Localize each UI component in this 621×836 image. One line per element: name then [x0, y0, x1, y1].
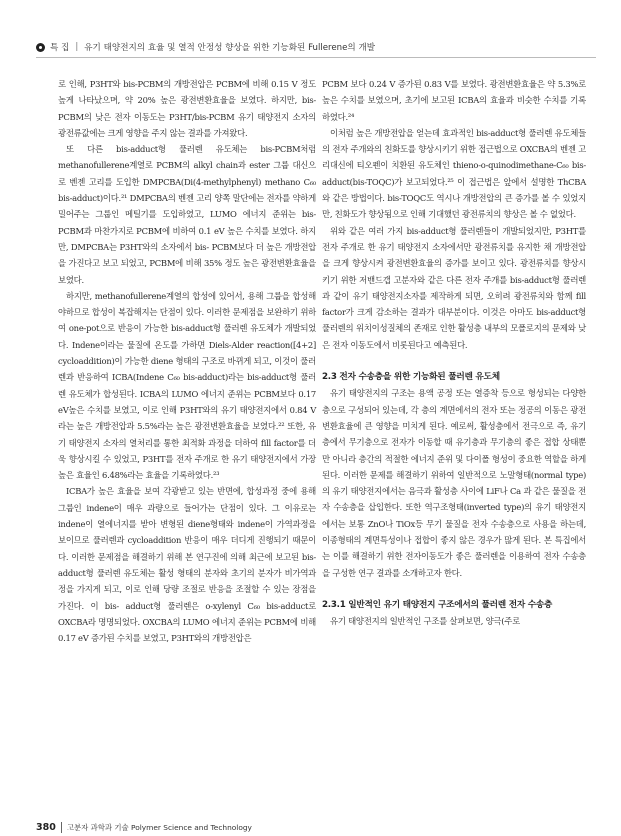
section-bullet-icon [36, 43, 45, 52]
footer-divider [61, 822, 62, 833]
paragraph: 또 다른 bis-adduct형 풀러렌 유도체는 bis-PCBM처럼 methanofullerene계열로 PCBM의 alkyl chain과 ester 그룹 대신으로 벤젠 고리를 도입한 DMPCBA(Di(4-methylphenyl) methano C₆₀ bis-adduct)이다.²¹ DMPCBA의 벤젠 고리 양쪽 말단에는 전자를 약하게 밀어주는 그룹인 메틸기를 도입하였고, LUMO 에너지 준위는 bis- PCBM과 마찬가지로 PCBM에 비하여 0.1 eV 높은 수치를 보였다. 하지만, DMPCBA는 P3HT와의 소자에서 bis- PCBM보다 더 높은 개방전압을 가진다고 보고 되었고, PCBM에 비해 35% 정도 높은 광전변환효율을 보였다. [58, 144, 316, 285]
journal-name: 고분자 과학과 기술 Polymer Science and Technology [66, 822, 252, 832]
page-number: 380 [36, 821, 56, 833]
spacer [322, 353, 586, 369]
page-footer [36, 818, 596, 836]
header-separator: | [75, 42, 79, 52]
paragraph: 유기 태양전지의 구조는 용액 공정 또는 열증착 등으로 형성되는 다양한 층으로 구성되어 있는데, 각 층의 계면에서의 전자 또는 정공의 이동은 광전변환효율에 큰 영향을 미치게 된다. 예로써, 활성층에서 전극으로 즉, 유기층에서 무기층으로 전자가 이동할 때 유기층과 무기층의 좋은 접합 상태뿐만 아니라 층간의 적절한 에너지 준위 및 다이폴 형성이 중요한 역할을 하게 된다. 이러한 문제를 해결하기 위하여 일반적으로 노말형태(normal type)의 유기 태양전지에서는 음극과 활성층 사이에 LiF나 Ca 과 같은 물질을 전자 수송층을 삽입한다. 또한 역구조형태(inverted type)의 유기 태양전지에서는 보통 ZnO나 TiOx등 무기 물질을 전자 수송층으로 사용을 하는데, 이종형태의 계면특성이나 접합이 좋지 않은 경우가 많게 된다. 본 특집에서는 이를 해결하기 위한 전자이동도가 좋은 풀러렌을 이용하여 전자 수송층을 구성한 연구 결과를 소개하고자 한다. [322, 388, 586, 578]
header-divider [36, 57, 596, 58]
right-column [322, 76, 586, 630]
running-header [36, 38, 596, 56]
paragraph: ICBA가 높은 효율을 보여 각광받고 있는 반면에, 합성과정 중에 용해 그룹인 indene이 매우 과량으로 들어가는 단점이 있다. 그 이유로는 indene이 열에너지를 받아 변형된 diene형태와 indene이 가역과정을 보이므로 풀러렌과 cycloaddition 반응이 매우 더디게 진행되기 때문이다. 이러한 문제점을 해결하기 위해 본 연구진에 의해 최근에 보고된 bis-adduct형 풀러렌 유도체는 활성 형태의 분자와 초기의 분자가 비가역과정을 가지게 되고, 이로 인해 당량 조절로 반응을 조절할 수 있는 장점을 가진다. 이 bis- adduct형 풀러렌은 o-xylenyl C₆₀ bis-adduct로 OXCBA라 명명되었다. OXCBA의 LUMO 에너지 준위는 PCBM에 비해 0.17 eV 증가된 수치를 보였고, P3HT와의 개방전압은 [58, 486, 316, 644]
paragraph: 유기 태양전지의 일반적인 구조를 살펴보면, 양극(주로 [330, 616, 520, 627]
paragraph: 로 인해, P3HT와 bis-PCBM의 개방전압은 PCBM에 비해 0.15 V 정도 높게 나타났으며, 약 20% 높은 광전변환효율을 보였다. 하지만, bis-PCBM의 낮은 전자 이동도는 P3HT/bis-PCBM 유기 태양전지 소자의 광전류값에는 크게 영향을 주지 않는 결과를 가져왔다. [58, 79, 316, 138]
section-heading: 2.3 전자 수송층을 위한 기능화된 풀러렌 유도체 [322, 372, 500, 383]
paragraph: 하지만, methanofullerene계열의 합성에 있어서, 용해 그룹을 합성해야하므로 합성이 복잡해지는 단점이 있다. 이러한 문제점을 보완하기 위하여 one-pot으로 반응이 가능한 bis-adduct형 풀러렌 유도체가 개발되었다. Indene이라는 물질에 온도를 가하면 Diels-Alder reaction([4+2] cycloaddition)이 가능한 diene 형태의 구조로 바뀌게 되고, 이것이 풀러렌과 반응하여 ICBA(Indene C₆₀ bis-adduct)라는 bis-adduct형 풀러렌 유도체가 합성된다. ICBA의 LUMO 에너지 준위는 PCBM보다 0.17 eV높은 수치를 보였고, 이로 인해 P3HT와의 유기 태양전지에서 0.84 V 라는 높은 개방전압과 5.5%라는 높은 광전변환효율을 보였다.²² 또한, 유기 태양전지 소자의 열처리를 통한 최적화 과정을 더하여 fill factor를 더욱 향상시킬 수 있었고, P3HT를 전자 주개로 한 유기 태양전지에서 가장 높은 효율인 6.48%라는 효율을 기록하였다.²³ [58, 290, 316, 481]
header-title: 유기 태양전지의 효율 및 열적 안정성 향상을 위한 기능화된 Fullerene의 개발 [84, 43, 376, 53]
paragraph: PCBM 보다 0.24 V 증가된 0.83 V를 보였다. 광전변환효율은 약 5.3%로 높은 수치를 보였으며, 초기에 보고된 ICBA의 효율과 비슷한 수치를 기록하였다.²⁴ [322, 79, 586, 122]
left-column [58, 76, 316, 646]
paragraph: 이처럼 높은 개방전압을 얻는데 효과적인 bis-adduct형 풀러렌 유도체들의 전자 주개와의 친화도를 향상시키기 위한 접근법으로 OXCBA의 벤젠 고리대신에 티오펜이 치환된 유도체인 thieno-o-quinodimethane-C₆₀ bis-adduct(bis-TOQC)가 보고되었다.²⁵ 이 접근법은 앞에서 설명한 ThCBA와 같은 방법이다. bis-TOQC도 역시나 개방전압의 큰 증가를 볼 수 있었지만, 친화도가 향상됨으로 인해 기대했던 광전류치의 향상은 볼 수 없었다. [322, 127, 586, 220]
header-label: 특 집 [50, 43, 70, 53]
spacer [322, 581, 586, 597]
paragraph: 위와 같은 여러 가지 bis-adduct형 풀러렌들이 개발되었지만, P3HT를 전자 주개로 한 유기 태양전지 소자에서만 광전류치를 유지한 채 개방전압을 크게 향상시켜 광전변환효율의 증가를 보이고 있다. 광전류치를 향상시키기 위한 저밴드갭 고분자와 같은 다른 전자 주개를 bis-adduct형 풀러렌과 같이 유기 태양전지소자를 제작하게 되면, 오히려 광전류치와 함께 fill factor가 크게 감소하는 결과가 대부분이다. 이것은 아마도 bis-adduct형 풀러렌의 위치이성질체의 존재로 인한 활성층 내부의 모폴로지의 문제와 낮은 전자 이동도에서 비롯된다고 예측된다. [322, 225, 586, 350]
subsection-heading: 2.3.1 일반적인 유기 태양전지 구조에서의 풀러렌 전자 수송층 [322, 599, 553, 610]
